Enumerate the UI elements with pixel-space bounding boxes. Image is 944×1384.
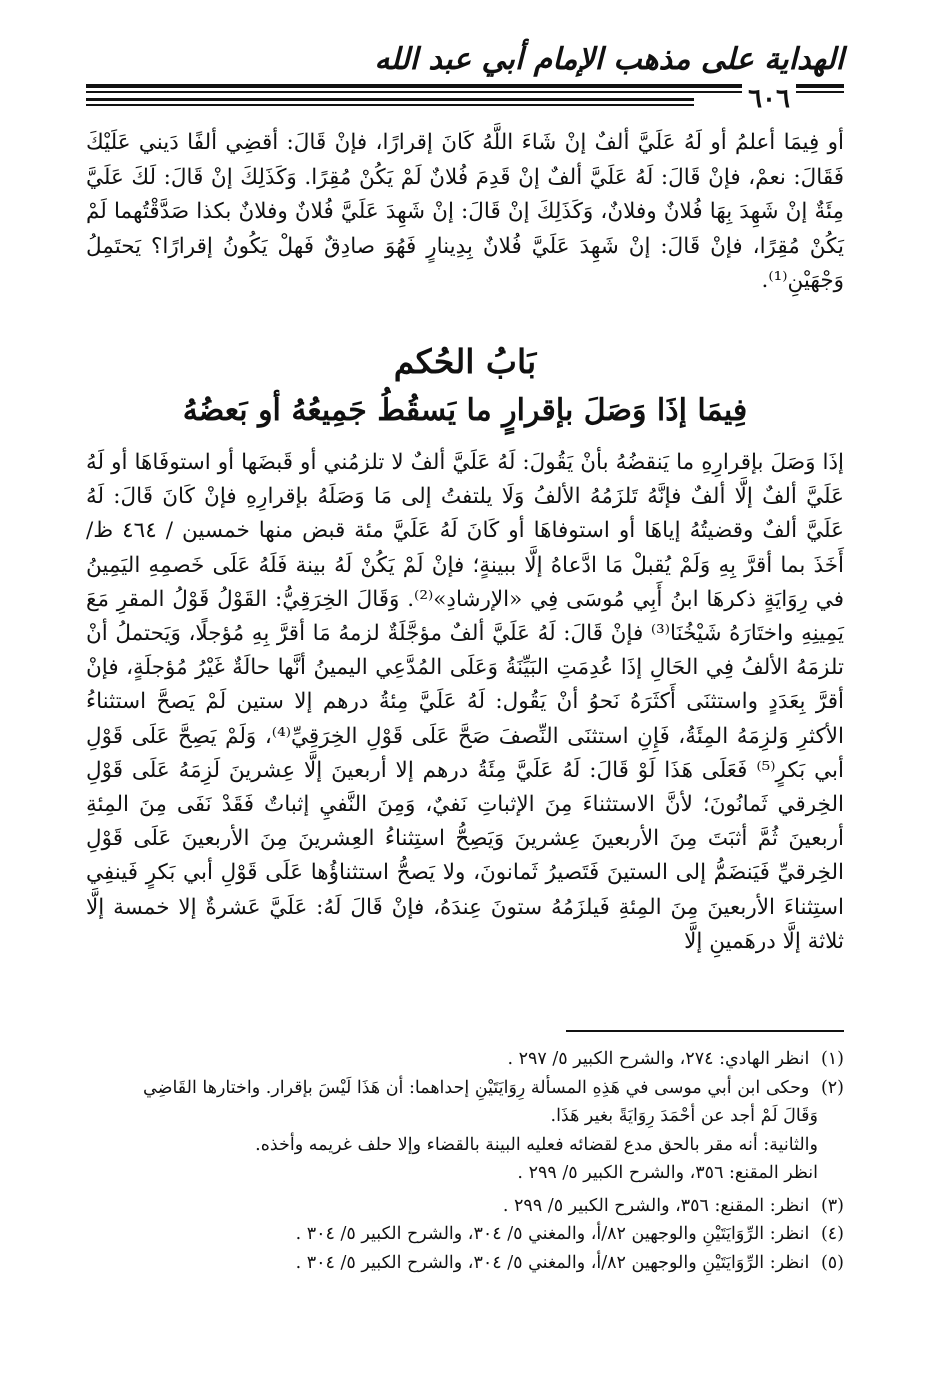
footnote <box>80 1075 844 1102</box>
footnote <box>80 1221 844 1248</box>
section-title: فِيمَا إذَا وَصَلَ بإقرارٍ ما يَسقُطُ جَمِيعُهُ أو بَعضُهُ <box>182 393 748 428</box>
page-number: ٦٠٦ <box>742 84 796 114</box>
footnote-separator <box>566 1030 844 1032</box>
footnote-continuation: انظر المقنع: ٣٥٦، والشرح الكبير ٥/ ٢٩٩ . <box>517 1163 818 1183</box>
footnote-number: (٥) <box>820 1252 844 1273</box>
footnote-number: (٢) <box>820 1077 844 1098</box>
folio-row <box>86 84 844 120</box>
running-title: الهداية على مذهب الإمام أبي عبد الله <box>374 42 844 77</box>
footnote-text: انظر: الرِّوَايَتَيْنِ والوجهين ٨٢/أ، والمغني ٥/ ٣٠٤، والشرح الكبير ٥/ ٣٠٤ . <box>295 1252 810 1273</box>
footnote <box>80 1193 844 1220</box>
footnote-continuation: والثانية: أنه مقر بالحق مدع لقضائه فعليه البينة بالقضاء وإلا حلف غريمه وأخذه. <box>255 1134 818 1155</box>
intro-paragraph-block <box>86 126 844 299</box>
footnote-number: (١) <box>820 1049 844 1069</box>
intro-paragraph: أو فِيمَا أعلمُ أو لَهُ عَلَيَّ ألفٌ إنْ شَاءَ اللَّهُ كَانَ إقرارًا، فإنْ قَالَ: أقضِي ألفًا دَيني عَلَيْكَ فَقَالَ: نعمْ، فإنْ قَالَ: لَهُ عَلَيَّ ألفٌ إنْ قَدِمَ فُلانٌ لَمْ يَكُنْ مُقِرًا. وَكَذَلِكَ إنْ قَالَ: لَكَ عَلَيَّ مِئَةٌ إنْ شَهِدَ بِهَا فُلانٌ وفلانٌ، وَكَذَلِكَ إنْ قَالَ: إنْ شَهِدَ عَلَيَّ فُلانٌ وفلانٌ بكذا صَدَّقْتُهما لَمْ يَكُنْ مُقِرًا، فإنْ قَالَ: إنْ شَهِدَ عَلَيَّ فُلانٌ بِدِينارٍ فَهُوَ صادِقٌ فَهلْ يَكُونُ إقرارًا؟ يَحتَمِلُ وَجْهَيْنِ⁽¹⁾. <box>86 130 844 294</box>
chapter-title: بَابُ الحُكم <box>393 342 537 381</box>
footnote-text: وحكى ابن أبي موسى في هَذِهِ المسألة رِوَايَتَيْنِ إحداهما: أن هَذَا لَيْسَ بإقرار. واختارها القَاضِي <box>143 1077 810 1098</box>
footnote-number: (٣) <box>820 1195 844 1216</box>
main-paragraph-block <box>86 446 844 959</box>
header-rule-thick <box>86 84 844 88</box>
footnote-text: انظر: المقنع: ٣٥٦، والشرح الكبير ٥/ ٢٩٩ . <box>502 1195 810 1216</box>
footnote-text: انظر: الرِّوَايَتَيْنِ والوجهين ٨٢/أ، والمغني ٥/ ٣٠٤، والشرح الكبير ٥/ ٣٠٤ . <box>295 1224 810 1244</box>
footnote-continuation: وَقَالَ لَمْ أجد عن أَحْمَدَ رِوَايَةً بغير هَذَا. <box>550 1106 818 1126</box>
folio-rule-thin <box>86 104 694 106</box>
footnote-text: انظر الهادي: ٢٧٤، والشرح الكبير ٥/ ٢٩٧ . <box>507 1049 810 1069</box>
main-paragraph: إذَا وَصَلَ بإقرارِهِ ما يَنقضُهُ بأنْ يَقُولَ: لَهُ عَلَيَّ ألفٌ لا تلزمُني أو قَبضَها أو استوفَاهَا أو لَهُ عَلَيَّ ألفٌ إلَّا ألفٌ فإنَّهُ تَلزَمُهُ الألفُ وَلَا يلتفتُ إلى مَا وَصَلَهُ بإقرارِهِ فإنْ كَانَ قَالَ: لَهُ عَلَيَّ ألفٌ وقضيتُهُ إياهَا أو استوفاهَا أو كَانَ لَهُ عَلَيَّ مئة قبض منها خمسين / ٤٦٤ ظ/ أَخَذَ بما أقرَّ بِهِ وَلَمْ يُقبلْ مَا ادَّعاهُ إلَّا ببينةٍ؛ فإنْ لَمْ يَكُنْ لَهُ بينة فَلَهُ عَلَى خَصمِهِ اليَمِينُ في رِوَايَةٍ ذكرهَا ابنُ أَبِي مُوسَى فِي «الإرشادِ»⁽²⁾. وَقَالَ الخِرَقِيُّ: القَوْلُ قَوْلُ المقرِ مَعَ يَمِينِهِ واختَارَهُ شَيْخُنَا⁽³⁾ فإنْ قَالَ: لَهُ عَلَيَّ ألفٌ مؤجَّلَةٌ لزمهُ مَا أقرَّ بِهِ مُؤجلًا، وَيَحتملُ أنْ تلزمَهُ الألفُ فِي الحَالِ إذَا عُدِمَتِ البَيِّنَةُ وَعَلَى المُدَّعِي اليمينُ أنَّها حالَةٌ غَيْرُ مُؤجلَةٍ، فإنْ أقرَّ بِعَدَدٍ واستثنَى أَكثَرَهُ نَحوُ أنْ يَقُول: لَهُ عَلَيَّ مِئةُ درهم إلا ستين لَمْ يَصحَّ استثناءُ الأكثرِ وَلزِمَهُ المِئَةُ، فَإِنِ استثنَى النِّصفَ صَحَّ عَلَى قَوْلِ الخِرَقِيِّ⁽⁴⁾، وَلَمْ يَصِحَّ عَلَى قَوْلِ أبي بَكرٍ⁽⁵⁾ فَعَلَى هَذَا لَوْ قَالَ: لَهُ عَلَيَّ مِئَةُ درهم إلا أربعينَ إلَّا عِشرينَ لَزِمَهُ عَلَى قَوْلِ الخِرقي ثَمانُونَ؛ لأنَّ الاستثناءَ مِنَ الإثباتِ نَفيٌ، وَمِنَ النَّفيِ إثباتٌ فَقَدْ نَفَى مِنَ المِئةِ أربعينَ ثُمَّ أثبَتَ مِنَ الأربعينَ عِشرينَ وَيَصِحُّ استِثناءُ العِشرينَ مِنَ الأربعينَ عَلَى قَوْلِ الخِرقيِّ فَيَنضَمُّ إلى الستينَ فَتَصيرُ ثَمانونَ، ولا يَصحُّ استثناؤُها عَلَى قَوْلِ أبي بَكرٍ فَينفِي استِثناءَ الأربعينَ مِنَ المِئةِ فَيلزَمُهُ ستونَ عِندَهُ، فإنْ قَالَ لَهُ: عَلَيَّ عَشرةٌ إلا خمسة إلَّا ثلاثة إلَّا درهَمينِ إلَّا <box>86 450 845 954</box>
folio-rule <box>86 98 694 101</box>
footnote <box>80 1250 844 1277</box>
footnotes <box>80 1046 844 1278</box>
footnote <box>80 1046 844 1073</box>
footnote-number: (٤) <box>820 1224 844 1244</box>
